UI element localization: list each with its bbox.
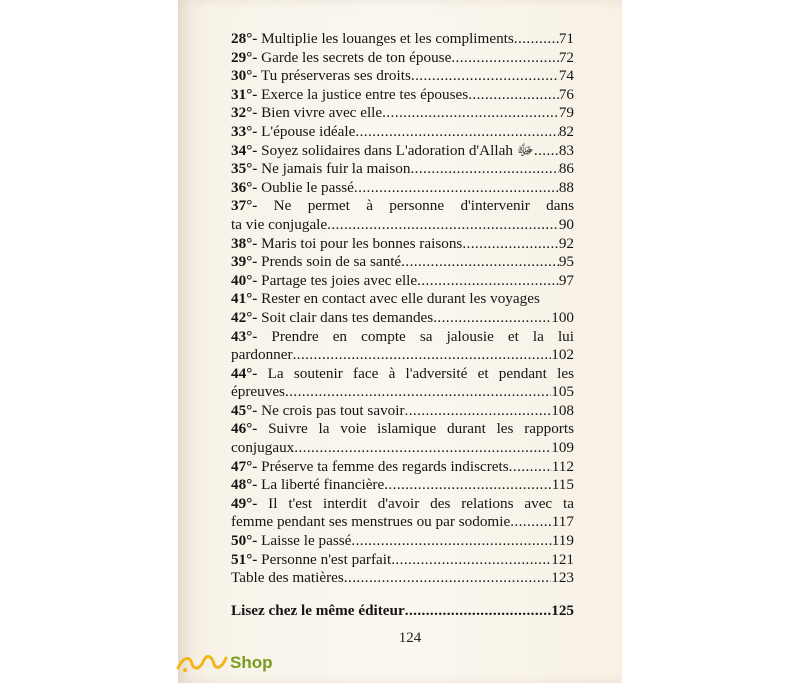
toc-entry-line	[231, 197, 574, 216]
entry-title: Prendre en compte sa jalousie et la lui	[257, 327, 574, 345]
logo-text: Shop	[230, 653, 273, 672]
toc-entry	[231, 253, 574, 272]
toc-entry	[231, 123, 574, 142]
entry-number: 41°-	[231, 290, 258, 308]
table-of-contents	[231, 30, 574, 620]
entry-page: 86	[558, 160, 574, 178]
leader-dots	[468, 86, 559, 105]
entry-number: 39°-	[231, 253, 258, 271]
leader-dots	[405, 602, 551, 621]
entry-title-continued: ta vie conjugale	[231, 215, 328, 233]
leader-dots	[534, 142, 559, 161]
entry-page: 92	[558, 234, 574, 252]
entry-number: 29°-	[231, 48, 258, 66]
entry-title: Il t'est interdit d'avoir des relations avec ta	[257, 494, 574, 512]
entry-number: 32°-	[231, 104, 258, 122]
toc-entry	[231, 142, 574, 161]
entry-number: 47°-	[231, 457, 258, 475]
toc-entry	[231, 569, 574, 588]
entry-title: Laisse le passé	[257, 532, 352, 550]
entry-number: 31°-	[231, 85, 258, 103]
logo-swirl-icon	[176, 652, 228, 674]
entry-number: 45°-	[231, 401, 258, 419]
toc-entry	[231, 272, 574, 291]
entry-title: Ne permet à personne d'intervenir dans	[257, 197, 574, 215]
entry-number: 49°-	[231, 494, 258, 512]
toc-entry	[231, 458, 574, 477]
toc-entry	[231, 532, 574, 551]
entry-number: 34°-	[231, 141, 258, 159]
shop-logo	[176, 648, 273, 678]
entry-title: Personne n'est parfait	[257, 550, 392, 568]
entry-number: 50°-	[231, 532, 258, 550]
leader-dots	[411, 67, 559, 86]
leader-dots	[294, 439, 551, 458]
entry-title: Partage tes joies avec elle	[257, 271, 418, 289]
entry-page: 95	[558, 253, 574, 271]
toc-entry	[231, 67, 574, 86]
entry-page: 121	[551, 550, 574, 568]
closing-title: Lisez chez le même éditeur	[231, 601, 405, 619]
entry-page: 76	[558, 85, 574, 103]
entry-number: 40°-	[231, 271, 258, 289]
entry-page: 83	[558, 141, 574, 159]
toc-entry	[231, 476, 574, 495]
entry-number: 48°-	[231, 476, 258, 494]
leader-dots	[417, 272, 559, 291]
entry-number: 36°-	[231, 178, 258, 196]
entry-page: 115	[551, 476, 574, 494]
entry-page: 105	[551, 383, 574, 401]
entry-title: Table des matières	[231, 569, 344, 587]
leader-dots	[391, 551, 551, 570]
toc-entry	[231, 551, 574, 570]
spacer	[231, 588, 574, 602]
toc-closing-entry	[231, 602, 574, 621]
entry-title: Préserve ta femme des regards indiscrets	[257, 457, 509, 475]
entry-title: Rester en contact avec elle durant les voyages	[257, 290, 540, 308]
toc-entry-line	[231, 420, 574, 439]
entry-page: 97	[558, 271, 574, 289]
toc-entry	[231, 290, 574, 309]
entry-number: 44°-	[231, 364, 258, 382]
toc-entry	[231, 179, 574, 198]
entry-title: Bien vivre avec elle	[257, 104, 383, 122]
leader-dots	[293, 346, 552, 365]
leader-dots	[351, 532, 551, 551]
entry-title: Soit clair dans tes demandes	[257, 308, 434, 326]
leader-dots	[510, 513, 552, 532]
entry-title-continued: pardonner	[231, 346, 293, 364]
leader-dots	[355, 123, 558, 142]
leader-dots	[451, 49, 558, 68]
leader-dots	[433, 309, 551, 328]
entry-title: Soyez solidaires dans L'adoration d'Allah ﷻ	[257, 141, 534, 159]
leader-dots	[509, 458, 552, 477]
entry-page: 79	[558, 104, 574, 122]
leader-dots	[401, 253, 559, 272]
toc-entry	[231, 30, 574, 49]
leader-dots	[405, 402, 552, 421]
toc-entry-line	[231, 328, 574, 347]
entry-page: 90	[558, 215, 574, 233]
entry-number: 37°-	[231, 197, 258, 215]
page-number: 124	[398, 630, 422, 646]
toc-entry-line	[231, 495, 574, 514]
leader-dots	[354, 179, 559, 198]
entry-page: 119	[551, 532, 574, 550]
entry-title: Prends soin de sa santé	[257, 253, 402, 271]
entry-number: 42°-	[231, 308, 258, 326]
toc-entry-continuation	[231, 216, 574, 235]
leader-dots	[462, 235, 558, 254]
entry-title: La liberté financière	[257, 476, 385, 494]
closing-page: 125	[551, 601, 574, 619]
leader-dots	[327, 216, 559, 235]
toc-entry	[231, 235, 574, 254]
entry-title: Tu préserveras ses droits	[257, 67, 411, 85]
entry-title: Multiplie les louanges et les compliments	[257, 30, 514, 47]
leader-dots	[344, 569, 551, 588]
toc-entry	[231, 104, 574, 123]
toc-entry-continuation	[231, 513, 574, 532]
leader-dots	[382, 104, 559, 123]
entry-title-continued: épreuves	[231, 383, 285, 401]
entry-page: 117	[551, 513, 574, 531]
toc-entry	[231, 86, 574, 105]
entry-number: 46°-	[231, 420, 258, 438]
entry-page: 108	[551, 401, 574, 419]
toc-entry	[231, 160, 574, 179]
entry-title: Ne crois pas tout savoir	[257, 401, 405, 419]
entry-page: 102	[551, 346, 574, 364]
leader-dots	[384, 476, 552, 495]
entry-number: 43°-	[231, 327, 258, 345]
leader-dots	[285, 383, 551, 402]
entry-page: 123	[551, 569, 574, 587]
toc-entry-line	[231, 365, 574, 384]
entry-number: 28°-	[231, 30, 258, 47]
entry-page: 88	[558, 178, 574, 196]
entry-page: 72	[558, 48, 574, 66]
toc-entry	[231, 309, 574, 328]
entry-number: 35°-	[231, 160, 258, 178]
entry-title: Ne jamais fuir la maison	[257, 160, 411, 178]
entry-title-continued: conjugaux	[231, 439, 295, 457]
entry-page: 112	[551, 457, 574, 475]
entry-title: Maris toi pour les bonnes raisons	[257, 234, 463, 252]
leader-dots	[410, 160, 558, 179]
entry-page: 82	[558, 122, 574, 140]
leader-dots	[514, 30, 559, 49]
entry-title: L'épouse idéale	[257, 122, 356, 140]
entry-page: 109	[551, 439, 574, 457]
entry-number: 33°-	[231, 122, 258, 140]
entry-title-continued: femme pendant ses menstrues ou par sodomie	[231, 513, 511, 531]
entry-number: 30°-	[231, 67, 258, 85]
toc-entry-continuation	[231, 383, 574, 402]
entry-title: La soutenir face à l'adversité et pendant les	[257, 364, 574, 382]
entry-title: Garde les secrets de ton épouse	[257, 48, 452, 66]
entry-number: 38°-	[231, 234, 258, 252]
entry-title: Exerce la justice entre tes épouses	[257, 85, 469, 103]
entry-number: 51°-	[231, 550, 258, 568]
toc-entry-continuation	[231, 439, 574, 458]
entry-page: 71	[558, 30, 574, 47]
entry-page: 74	[558, 67, 574, 85]
entry-title: Oublie le passé	[257, 178, 354, 196]
entry-page: 100	[551, 308, 574, 326]
entry-title: Suivre la voie islamique durant les rapports	[257, 420, 574, 438]
toc-entry-continuation	[231, 346, 574, 365]
toc-entry	[231, 49, 574, 68]
toc-entry	[231, 402, 574, 421]
